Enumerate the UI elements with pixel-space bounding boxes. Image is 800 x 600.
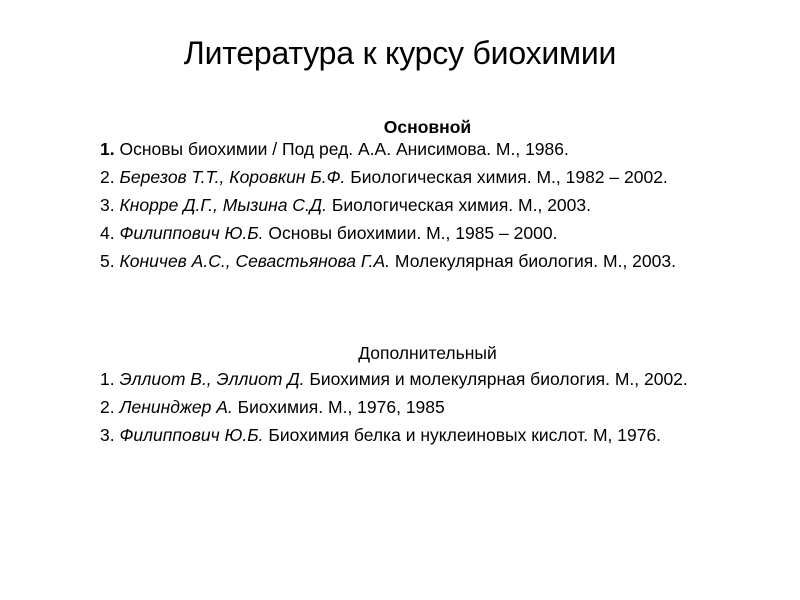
item-text: Основы биохимии. М., 1985 – 2000. [268,223,558,243]
item-text: Биологическая химия. М., 1982 – 2002. [350,167,668,187]
item-text: Биологическая химия. М., 2003. [331,195,591,215]
item-text: Основы биохимии / Под ред. А.А. Анисимова. М., 1986. [119,139,569,159]
list-item [100,223,755,243]
item-author: Филиппович Ю.Б. [119,425,264,445]
list-item [100,139,755,159]
item-number: 1. [100,139,115,159]
item-author: Ленинджер А. [119,397,233,417]
list-item [100,397,755,417]
list-item [100,251,755,271]
page-title: Литература к курсу биохимии [183,35,617,71]
main-section-heading: Основной [383,117,472,137]
list-item [100,167,755,187]
item-number: 1. [100,369,115,389]
item-author: Кнорре Д.Г., Мызина С.Д. [119,195,327,215]
item-number: 5. [100,251,115,271]
item-author: Коничев А.С., Севастьянова Г.А. [119,251,391,271]
item-author: Березов Т.Т., Коровкин Б.Ф. [119,167,346,187]
item-number: 2. [100,167,115,187]
item-text: Биохимия белка и нуклеиновых кислот. М, 1976. [268,425,662,445]
item-author: Филиппович Ю.Б. [119,223,264,243]
list-item [100,195,755,215]
list-item [100,369,755,389]
item-text: Биохимия. М., 1976, 1985 [237,397,445,417]
item-text: Молекулярная биология. М., 2003. [394,251,676,271]
list-item [100,425,755,445]
item-author: Эллиот В., Эллиот Д. [119,369,305,389]
item-number: 3. [100,195,115,215]
item-number: 2. [100,397,115,417]
additional-reference-list [100,369,755,445]
additional-section-heading: Дополнительный [358,343,497,363]
item-text: Биохимия и молекулярная биология. М., 2002. [309,369,688,389]
main-reference-list [100,139,755,271]
item-number: 3. [100,425,115,445]
item-number: 4. [100,223,115,243]
